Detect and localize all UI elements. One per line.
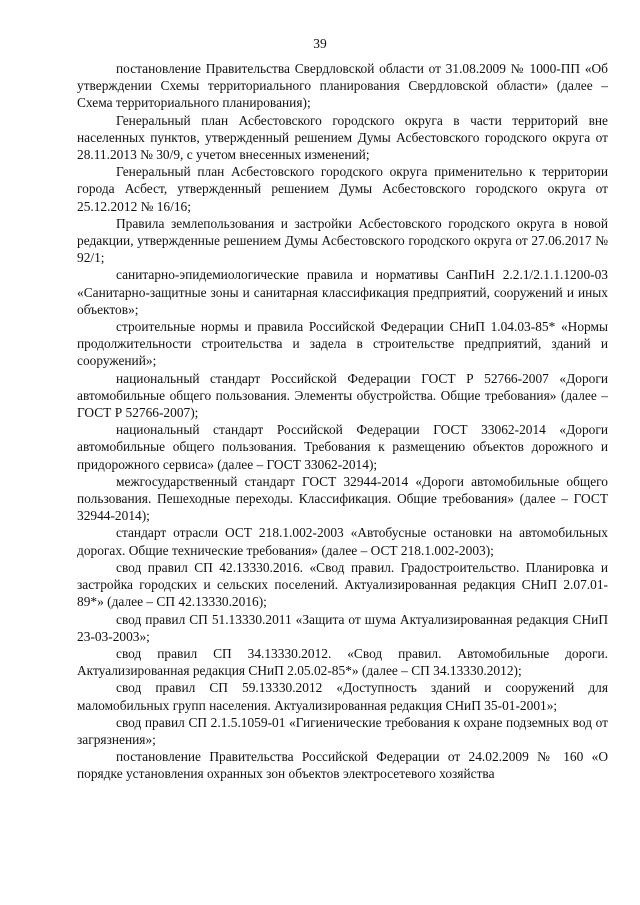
paragraph-gost-r-52766: национальный стандарт Российской Федерации ГОСТ Р 52766-2007 «Дороги автомобильные общего пользования. Элементы обустройства. Общие требования» (далее – ГОСТ Р 52766-2007); bbox=[77, 370, 608, 421]
paragraph-sanpin: санитарно-эпидемиологические правила и нормативы СанПиН 2.2.1/2.1.1.1200-03 «Санитарно-защитные зоны и санитарная классификация предприятий, сооружений и иных объектов»; bbox=[77, 267, 608, 317]
paragraph-federal-decree-160: постановление Правительства Российской Федерации от 24.02.2009 № 160 «О порядке установления охранных зон объектов электросетевого хозяйства bbox=[77, 749, 608, 782]
paragraph-land-use-rules: Правила землепользования и застройки Асбестовского городского округа в новой редакции, утвержденные решением Думы Асбестовского городского округа от 27.06.2017 № 92/1; bbox=[77, 215, 608, 266]
paragraph-sp-51: свод правил СП 51.13330.2011 «Защита от шума Актуализированная редакция СНиП 23-03-2003»; bbox=[77, 611, 608, 644]
paragraph-gost-32944: межгосударственный стандарт ГОСТ 32944-2014 «Дороги автомобильные общего пользования. Пешеходные переходы. Классификация. Общие требования» (далее – ГОСТ 32944-2014); bbox=[77, 473, 608, 524]
page-number: 39 bbox=[313, 36, 327, 51]
paragraph-gost-33062: национальный стандарт Российской Федерации ГОСТ 33062-2014 «Дороги автомобильные общего пользования. Требования к размещению объектов дорожного и придорожного сервиса» (далее – ГОСТ 33062-2014); bbox=[77, 422, 608, 472]
page-body bbox=[77, 60, 608, 783]
paragraph-general-plan-asbest: Генеральный план Асбестовского городского округа применительно к территории города Асбест, утвержденный решением Думы Асбестовского городского округа от 25.12.2012 № 16/16; bbox=[77, 164, 608, 214]
paragraph-sp-59: свод правил СП 59.13330.2012 «Доступность зданий и сооружений для маломобильных групп населения. Актуализированная редакция СНиП 35-01-2001»; bbox=[77, 680, 608, 713]
paragraph-snip-1-04-03: строительные нормы и правила Российской Федерации СНиП 1.04.03-85* «Нормы продолжительности строительства и задела в строительстве предприятий, зданий и сооружений»; bbox=[77, 319, 608, 369]
paragraph-sp-34: свод правил СП 34.13330.2012. «Свод правил. Автомобильные дороги. Актуализированная редакция СНиП 2.05.02-85*» (далее – СП 34.13330.2012); bbox=[77, 645, 608, 679]
paragraph-regional-decree: постановление Правительства Свердловской области от 31.08.2009 № 1000-ПП «Об утверждении Схемы территориального планирования Свердловской области» (далее – Схема территориального планирования); bbox=[77, 61, 608, 111]
paragraph-general-plan-outside: Генеральный план Асбестовского городского округа в части территорий вне населенных пунктов, утвержденный решением Думы Асбестовского городского округа от 28.11.2013 № 30/9, с учетом внесенных изменений; bbox=[77, 112, 608, 163]
paragraph-ost-218: стандарт отрасли ОСТ 218.1.002-2003 «Автобусные остановки на автомобильных дорогах. Общие технические требования» (далее – ОСТ 218.1.002-2003); bbox=[77, 525, 608, 558]
paragraph-sp-2-1-5: свод правил СП 2.1.5.1059-01 «Гигиенические требования к охране подземных вод от загрязнения»; bbox=[77, 714, 608, 747]
paragraph-sp-42: свод правил СП 42.13330.2016. «Свод правил. Градостроительство. Планировка и застройка городских и сельских поселений. Актуализированная редакция СНиП 2.07.01-89*» (далее – СП 42.13330.2016); bbox=[77, 559, 608, 610]
